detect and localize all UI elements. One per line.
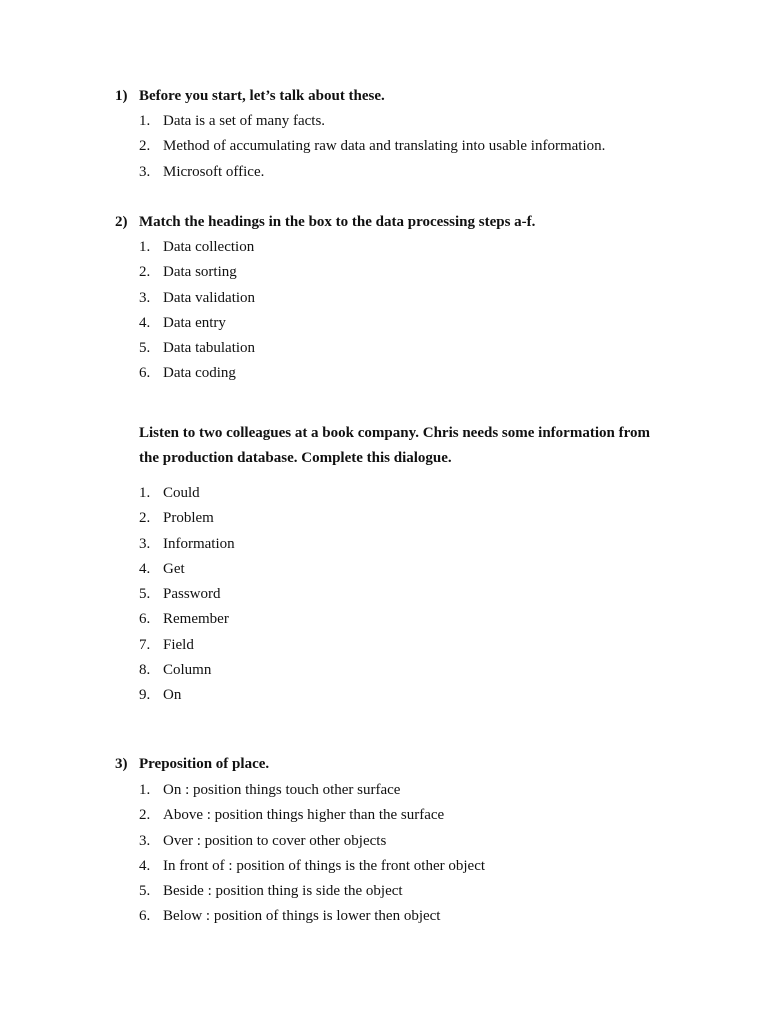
list-item-text: Above : position things higher than the surface	[163, 807, 445, 824]
list-item-text: Field	[163, 636, 194, 653]
list-item	[139, 485, 235, 510]
list-item-text: Data coding	[163, 365, 236, 382]
list-item-number: 2.	[139, 264, 151, 281]
listening-line-2: the production database. Complete this dialogue.	[139, 450, 452, 466]
dialogue-word-list	[139, 485, 235, 713]
list-item-number: 4.	[139, 560, 151, 577]
listening-instructions	[139, 421, 699, 471]
list-item	[139, 883, 485, 908]
list-item	[139, 536, 235, 561]
list-item-number: 7.	[139, 636, 151, 653]
section-3-title: Preposition of place.	[139, 756, 270, 772]
list-item-text: In front of : position of things is the front other object	[163, 857, 486, 874]
list-item-text: Information	[163, 535, 235, 552]
list-item	[139, 138, 605, 163]
list-item-number: 3.	[139, 289, 151, 306]
list-item	[139, 807, 485, 832]
list-item-number: 2.	[139, 138, 151, 155]
list-item-number: 5.	[139, 586, 151, 603]
section-3-heading	[115, 756, 269, 773]
list-item-text: Get	[163, 560, 185, 577]
list-item-number: 8.	[139, 662, 151, 679]
list-item	[139, 239, 255, 264]
list-item	[139, 164, 605, 189]
listening-line-1: Listen to two colleagues at a book company. Chris needs some information from	[139, 425, 650, 441]
list-item-text: Password	[163, 586, 221, 603]
list-item	[139, 510, 235, 535]
section-3-number: 3)	[115, 756, 128, 772]
list-item-number: 1.	[139, 113, 151, 129]
list-item-text: Data sorting	[163, 264, 237, 281]
list-item-text: Microsoft office.	[163, 163, 265, 180]
list-item-number: 9.	[139, 687, 151, 704]
list-item-number: 6.	[139, 365, 151, 382]
list-item-text: Below : position of things is lower then object	[163, 908, 441, 925]
list-item	[139, 315, 255, 340]
list-item	[139, 113, 605, 138]
section-2-title: Match the headings in the box to the data processing steps a-f.	[139, 214, 536, 230]
list-item	[139, 611, 235, 636]
list-item-number: 3.	[139, 535, 151, 552]
list-item-number: 3.	[139, 832, 151, 849]
list-item	[139, 782, 485, 807]
section-3-list	[139, 782, 485, 934]
list-item-number: 5.	[139, 340, 151, 357]
list-item-text: Remember	[163, 611, 229, 628]
list-item	[139, 637, 235, 662]
list-item-number: 4.	[139, 857, 151, 874]
list-item-number: 6.	[139, 908, 151, 925]
list-item-text: Could	[163, 485, 200, 501]
list-item-text: Column	[163, 662, 212, 679]
section-1-list	[139, 113, 605, 189]
list-item	[139, 561, 235, 586]
list-item	[139, 662, 235, 687]
list-item-text: Problem	[163, 510, 214, 527]
list-item-number: 6.	[139, 611, 151, 628]
list-item	[139, 908, 485, 933]
section-2-list	[139, 239, 255, 391]
list-item-text: Data tabulation	[163, 340, 256, 357]
list-item	[139, 833, 485, 858]
section-1-number: 1)	[115, 88, 128, 104]
list-item-text: On : position things touch other surface	[163, 782, 401, 798]
list-item	[139, 586, 235, 611]
list-item-number: 2.	[139, 510, 151, 527]
list-item-text: Beside : position thing is side the object	[163, 883, 403, 900]
list-item-text: Data collection	[163, 239, 255, 255]
list-item	[139, 340, 255, 365]
list-item	[139, 365, 255, 390]
list-item	[139, 264, 255, 289]
list-item-text: Method of accumulating raw data and translating into usable information.	[163, 138, 606, 155]
list-item-text: Data is a set of many facts.	[163, 113, 326, 129]
section-2-number: 2)	[115, 214, 128, 230]
list-item-number: 5.	[139, 883, 151, 900]
list-item-text: Over : position to cover other objects	[163, 832, 387, 849]
list-item	[139, 858, 485, 883]
list-item-number: 3.	[139, 163, 151, 180]
list-item	[139, 290, 255, 315]
section-1-title: Before you start, let’s talk about these.	[139, 88, 385, 104]
list-item-number: 4.	[139, 314, 151, 331]
list-item-number: 2.	[139, 807, 151, 824]
section-2-heading	[115, 214, 535, 231]
list-item-text: On	[163, 687, 182, 704]
section-1-heading	[115, 88, 385, 105]
list-item	[139, 687, 235, 712]
list-item-number: 1.	[139, 239, 151, 255]
list-item-number: 1.	[139, 782, 151, 798]
list-item-text: Data validation	[163, 289, 256, 306]
list-item-text: Data entry	[163, 314, 226, 331]
list-item-number: 1.	[139, 485, 151, 501]
